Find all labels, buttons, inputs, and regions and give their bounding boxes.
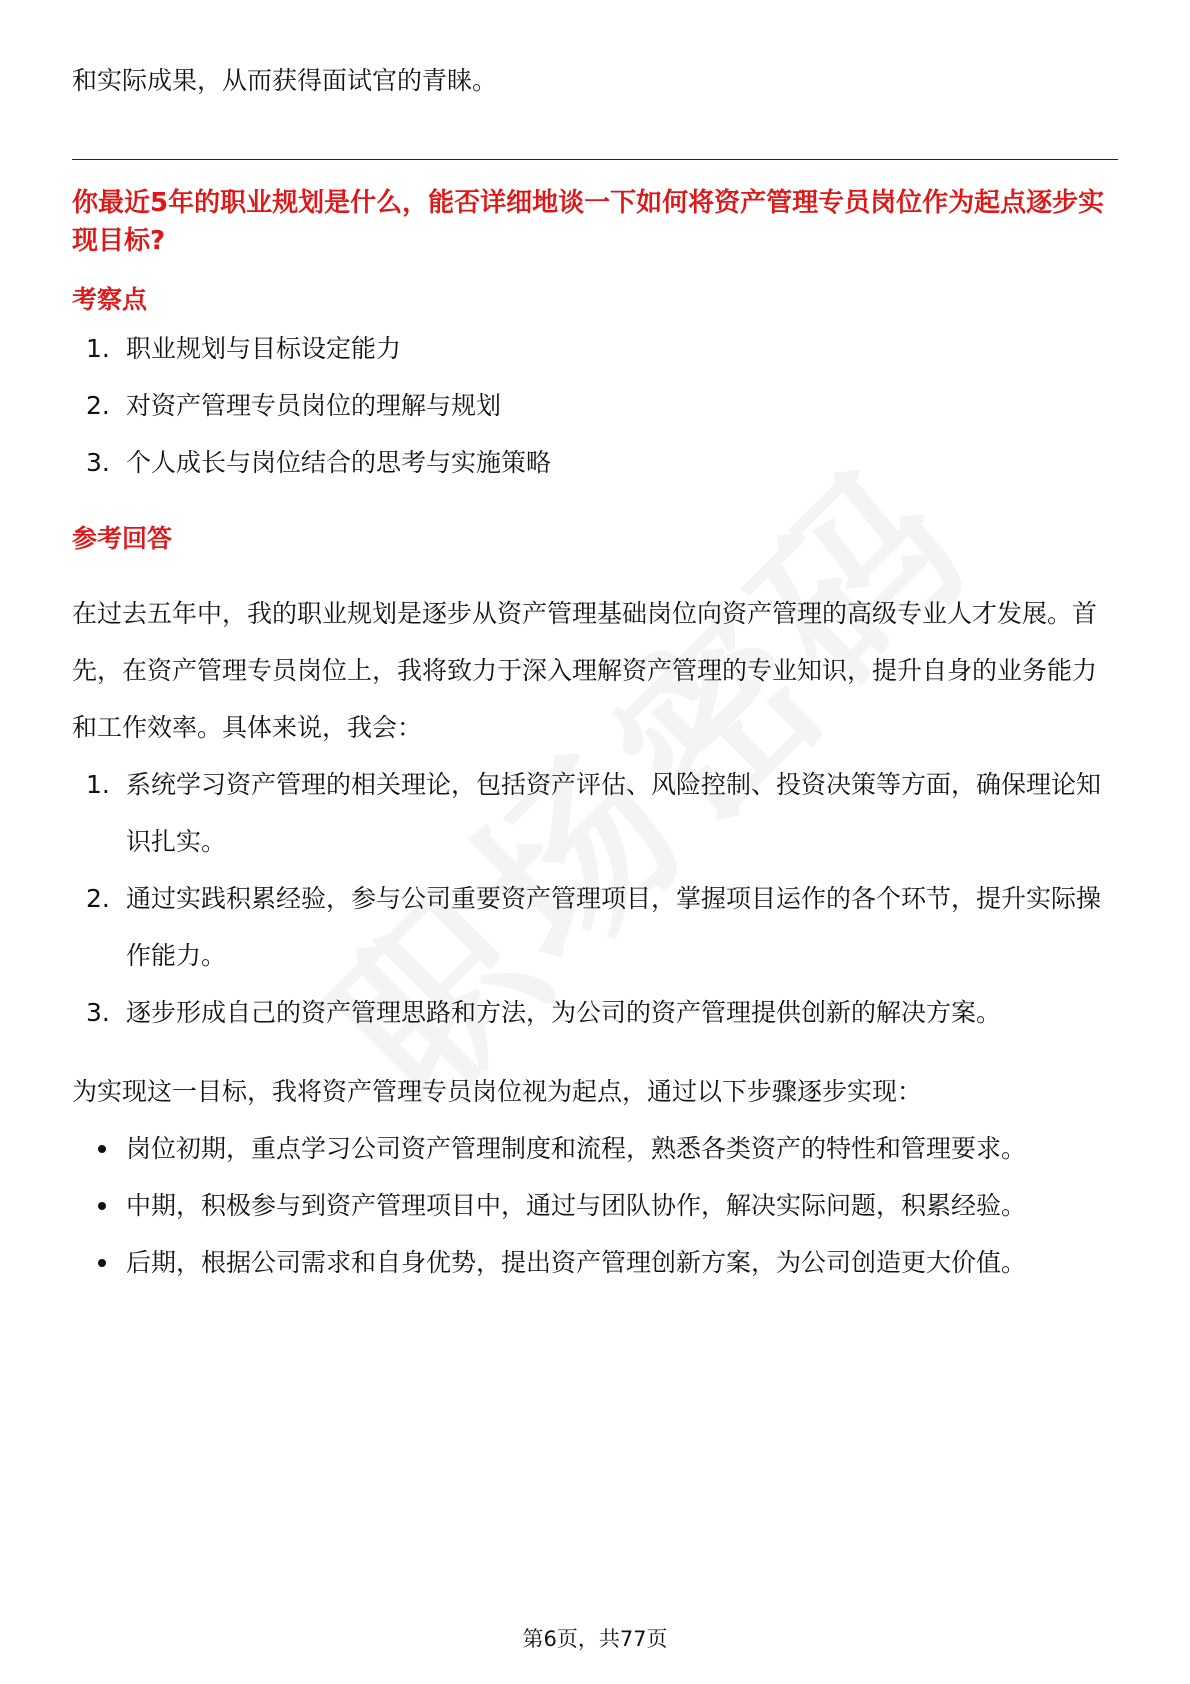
answer-heading: 参考回答 xyxy=(72,524,173,553)
list-number: 2. xyxy=(86,391,110,420)
list-item-text: 逐步形成自己的资产管理思路和方法，为公司的资产管理提供创新的解决方案。 xyxy=(126,998,1002,1027)
phases-list xyxy=(72,1120,1118,1291)
list-item-text: 职业规划与目标设定能力 xyxy=(126,334,402,363)
page-footer: 第6页，共77页 xyxy=(522,1627,668,1651)
list-item-text: 系统学习资产管理的相关理论，包括资产评估、风险控制、投资决策等方面，确保理论知识扎实。 xyxy=(126,770,1102,856)
list-item-text: 后期，根据公司需求和自身优势，提出资产管理创新方案，为公司创造更大价值。 xyxy=(126,1248,1027,1277)
page-content xyxy=(72,52,1118,1291)
phases-list-item xyxy=(72,1120,1118,1177)
goal-intro-paragraph: 为实现这一目标，我将资产管理专员岗位视为起点，通过以下步骤逐步实现： xyxy=(72,1077,923,1106)
phases-list-item xyxy=(72,1234,1118,1291)
list-item-text: 中期，积极参与到资产管理项目中，通过与团队协作，解决实际问题，积累经验。 xyxy=(126,1191,1027,1220)
section-divider xyxy=(72,159,1118,160)
continuation-paragraph: 和实际成果，从而获得面试官的青睐。 xyxy=(72,66,498,95)
question-heading: 你最近5年的职业规划是什么，能否详细地谈一下如何将资产管理专员岗位作为起点逐步实现目标? xyxy=(72,188,1105,256)
list-number: 2. xyxy=(86,884,110,913)
points-list-item xyxy=(72,320,1118,377)
points-list-item xyxy=(72,434,1118,491)
list-number: 3. xyxy=(86,998,110,1027)
list-number: 1. xyxy=(86,334,110,363)
list-item-text: 对资产管理专员岗位的理解与规划 xyxy=(126,391,502,420)
steps-list xyxy=(72,756,1118,1041)
bullet-dot-icon xyxy=(98,1202,106,1210)
list-number: 3. xyxy=(86,448,110,477)
points-list xyxy=(72,320,1118,491)
bullet-dot-icon xyxy=(98,1145,106,1153)
points-list-item xyxy=(72,377,1118,434)
points-heading: 考察点 xyxy=(72,285,148,314)
list-item-text: 岗位初期，重点学习公司资产管理制度和流程，熟悉各类资产的特性和管理要求。 xyxy=(126,1134,1027,1163)
list-item-text: 通过实践积累经验，参与公司重要资产管理项目，掌握项目运作的各个环节，提升实际操作能力。 xyxy=(126,884,1102,970)
list-number: 1. xyxy=(86,770,110,799)
steps-list-item xyxy=(72,984,1118,1041)
list-item-text: 个人成长与岗位结合的思考与实施策略 xyxy=(126,448,552,477)
answer-intro-paragraph: 在过去五年中，我的职业规划是逐步从资产管理基础岗位向资产管理的高级专业人才发展。首先，在资产管理专员岗位上，我将致力于深入理解资产管理的专业知识，提升自身的业务能力和工作效率。具体来说，我会： xyxy=(72,599,1098,742)
bullet-dot-icon xyxy=(98,1259,106,1267)
phases-list-item xyxy=(72,1177,1118,1234)
steps-list-item xyxy=(72,756,1118,870)
steps-list-item xyxy=(72,870,1118,984)
